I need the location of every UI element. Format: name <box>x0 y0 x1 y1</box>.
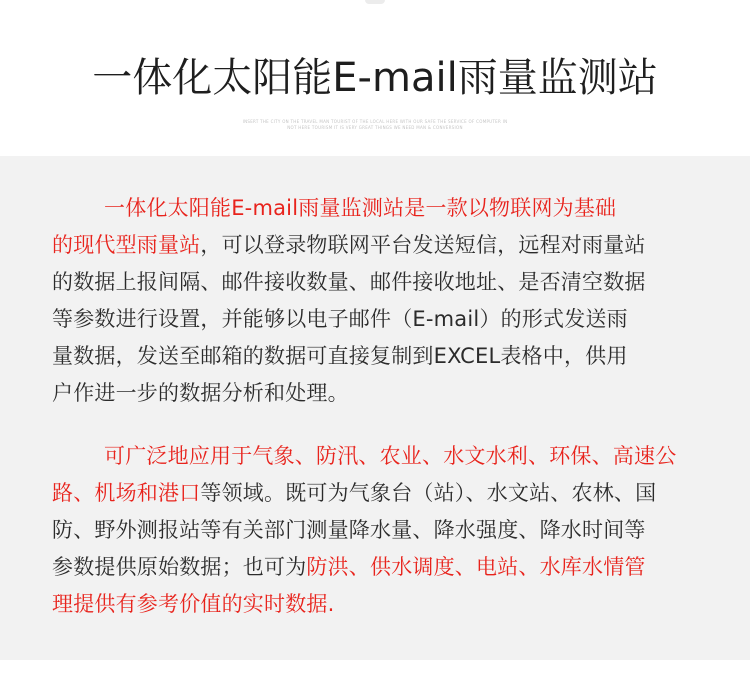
use-cases-highlight: 防洪、供水调度、电站、水库水情管 <box>306 555 646 579</box>
page-title: 一体化太阳能E-mail雨量监测站 <box>92 55 658 101</box>
top-decoration <box>365 0 385 4</box>
description-panel <box>0 156 750 660</box>
paragraph-1-line-1: 一体化太阳能E-mail雨量监测站是一款以物联网为基础 <box>104 196 617 220</box>
paragraph-2-line-4-text: 参数提供原始数据；也可为 <box>52 555 307 579</box>
decorative-subtitle-line-2: NOT HERE TOURISM IT IS VERY GREAT THINGS WE NEED MAN & CONVERSION <box>287 125 463 130</box>
paragraph-2-line-2-text: 等领域。既可为气象台（站）、水文站、农林、国 <box>200 481 657 505</box>
paragraph-1-line-6: 户作进一步的数据分析和处理。 <box>52 381 349 405</box>
footer-spacer <box>0 660 750 692</box>
paragraph-2-line-4 <box>52 549 702 586</box>
paragraph-1-line-3: 的数据上报间隔、邮件接收数量、邮件接收地址、是否清空数据 <box>52 270 646 294</box>
paragraph-2-line-1: 可广泛地应用于气象、防汛、农业、水文水利、环保、高速公 <box>104 444 677 468</box>
paragraph-1-line-5: 量数据，发送至邮箱的数据可直接复制到EXCEL表格中，供用 <box>52 344 628 368</box>
description-paragraph-2 <box>52 438 702 623</box>
paragraph-1-line-2 <box>52 227 702 264</box>
paragraph-2-line-3: 防、野外测报站等有关部门测量降水量、降水强度、降水时间等 <box>52 518 646 542</box>
product-type-highlight: 的现代型雨量站 <box>52 233 201 257</box>
decorative-subtitle-line-1: INSERT THE CITY ON THE TRAVEL MAN TOURIST OF THE LOCAL HERE WITH OUR SAFE THE SERVICE OF COMPUTER IN <box>242 119 508 124</box>
header-section <box>0 0 750 156</box>
paragraph-2-line-2 <box>52 475 702 512</box>
paragraph-1-line-4: 等参数进行设置，并能够以电子邮件（E-mail）的形式发送雨 <box>52 307 628 331</box>
description-paragraph-1 <box>52 190 702 412</box>
application-fields-highlight: 路、机场和港口 <box>52 481 201 505</box>
paragraph-1-line-2-text: ，可以登录物联网平台发送短信，远程对雨量站 <box>200 233 646 257</box>
paragraph-2-line-5: 理提供有参考价值的实时数据. <box>52 592 335 616</box>
